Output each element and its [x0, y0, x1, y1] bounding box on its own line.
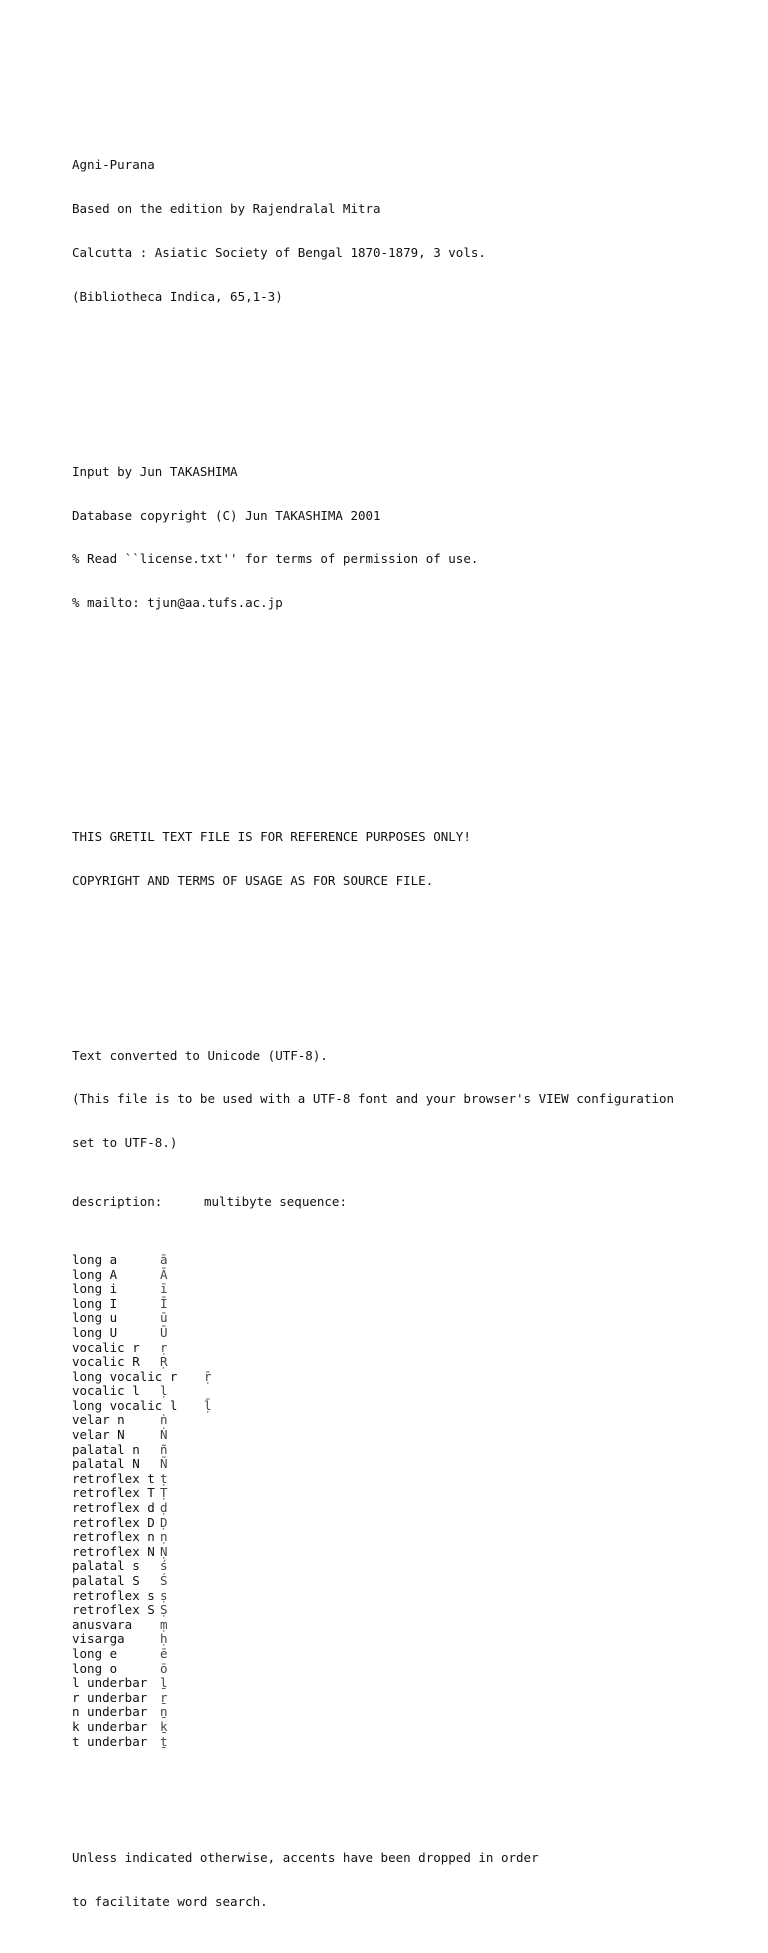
table-row — [72, 1618, 674, 1633]
char-description: l underbar — [72, 1675, 148, 1691]
char-description: long vocalic l — [72, 1397, 178, 1413]
char-description: long o — [72, 1660, 118, 1676]
spacer — [72, 961, 674, 976]
document-page — [72, 100, 674, 1953]
table-row — [72, 1268, 674, 1283]
char-glyph: ḥ — [160, 1631, 168, 1647]
char-description: retroflex n — [72, 1529, 155, 1545]
table-row — [72, 1341, 674, 1356]
char-glyph: ḻ — [160, 1675, 168, 1691]
table-row — [72, 1443, 674, 1458]
table-row — [72, 1501, 674, 1516]
edition-line: Based on the edition by Rajendralal Mitra — [72, 201, 381, 217]
document-title: Agni-Purana — [72, 157, 155, 173]
char-glyph: ś — [160, 1558, 168, 1574]
character-table — [72, 1253, 674, 1749]
table-row — [72, 1413, 674, 1428]
char-description: long U — [72, 1324, 118, 1340]
encoding-block — [72, 1019, 674, 1778]
table-row — [72, 1720, 674, 1735]
table-row — [72, 1603, 674, 1618]
char-glyph: ṇ — [160, 1529, 168, 1545]
char-description: t underbar — [72, 1733, 148, 1749]
footer-block — [72, 1822, 674, 1939]
input-credit: Input by Jun TAKASHIMA — [72, 463, 238, 479]
char-glyph: Ī — [160, 1295, 168, 1311]
table-row — [72, 1486, 674, 1501]
table-row — [72, 1632, 674, 1647]
char-glyph: ṣ — [160, 1587, 168, 1603]
char-description: retroflex d — [72, 1500, 155, 1516]
table-row — [72, 1574, 674, 1589]
table-row — [72, 1399, 674, 1414]
mailto-line: % mailto: tjun@aa.tufs.ac.jp — [72, 595, 283, 611]
table-row — [72, 1589, 674, 1604]
publisher-line: Calcutta : Asiatic Society of Bengal 1870-1879, 3 vols. — [72, 244, 486, 260]
encoding-line: set to UTF-8.) — [72, 1135, 178, 1151]
license-note: % Read ``license.txt'' for terms of permission of use. — [72, 551, 479, 567]
table-row — [72, 1530, 674, 1545]
char-glyph: ṛ — [160, 1339, 168, 1355]
char-glyph: ṟ — [160, 1689, 168, 1705]
char-glyph: ḍ — [160, 1500, 168, 1516]
char-description: long e — [72, 1645, 118, 1661]
char-description: k underbar — [72, 1718, 148, 1734]
char-description: palatal n — [72, 1441, 140, 1457]
char-glyph: ā — [160, 1251, 168, 1267]
char-description: palatal s — [72, 1558, 140, 1574]
char-description: long a — [72, 1251, 118, 1267]
spacer — [72, 684, 674, 757]
char-glyph: ḷ — [160, 1383, 168, 1399]
series-line: (Bibliotheca Indica, 65,1-3) — [72, 288, 283, 304]
table-row — [72, 1311, 674, 1326]
table-header — [72, 1195, 674, 1210]
char-description: retroflex S — [72, 1602, 155, 1618]
table-row — [72, 1326, 674, 1341]
char-description: velar N — [72, 1427, 125, 1443]
table-row — [72, 1559, 674, 1574]
char-glyph: ḹ — [204, 1397, 212, 1413]
table-row — [72, 1355, 674, 1370]
char-glyph: ṉ — [160, 1704, 168, 1720]
char-glyph: ṝ — [204, 1368, 212, 1384]
char-description: retroflex s — [72, 1587, 155, 1603]
reference-notice: THIS GRETIL TEXT FILE IS FOR REFERENCE PURPOSES ONLY! — [72, 828, 471, 844]
char-glyph: ṅ — [160, 1412, 168, 1428]
char-glyph: ḵ — [160, 1718, 168, 1734]
char-description: vocalic r — [72, 1339, 140, 1355]
encoding-line: (This file is to be used with a UTF-8 font and your browser's VIEW configuration — [72, 1091, 675, 1107]
table-row — [72, 1735, 674, 1750]
spacer — [72, 377, 674, 392]
credits-block — [72, 436, 674, 640]
description-header: description: — [72, 1193, 163, 1209]
table-row — [72, 1705, 674, 1720]
char-glyph: Ṅ — [160, 1427, 168, 1443]
char-glyph: ō — [160, 1660, 168, 1676]
char-description: long i — [72, 1281, 118, 1297]
char-glyph: ī — [160, 1281, 168, 1297]
table-row — [72, 1676, 674, 1691]
sequence-header: multibyte sequence: — [204, 1193, 347, 1209]
table-row — [72, 1282, 674, 1297]
char-glyph: ū — [160, 1310, 168, 1326]
table-row — [72, 1647, 674, 1662]
char-description: retroflex t — [72, 1470, 155, 1486]
char-description: anusvara — [72, 1616, 133, 1632]
char-description: n underbar — [72, 1704, 148, 1720]
copyright-notice: COPYRIGHT AND TERMS OF USAGE AS FOR SOURCE FILE. — [72, 872, 434, 888]
char-description: r underbar — [72, 1689, 148, 1705]
char-description: retroflex T — [72, 1485, 155, 1501]
char-glyph: Ū — [160, 1324, 168, 1340]
char-description: retroflex D — [72, 1514, 155, 1530]
table-row — [72, 1370, 674, 1385]
table-row — [72, 1516, 674, 1531]
footer-line: Unless indicated otherwise, accents have been dropped in order — [72, 1850, 539, 1866]
encoding-line: Text converted to Unicode (UTF-8). — [72, 1047, 328, 1063]
char-glyph: ṯ — [160, 1733, 168, 1749]
char-description: long I — [72, 1295, 118, 1311]
footer-line: to facilitate word search. — [72, 1894, 268, 1910]
notice-block — [72, 801, 674, 918]
char-description: long vocalic r — [72, 1368, 178, 1384]
table-row — [72, 1457, 674, 1472]
char-glyph: Ṛ — [160, 1354, 168, 1370]
char-description: palatal S — [72, 1573, 140, 1588]
char-description: velar n — [72, 1412, 125, 1428]
char-description: retroflex N — [72, 1543, 155, 1559]
char-glyph: ṃ — [160, 1616, 168, 1632]
char-glyph: ñ — [160, 1441, 168, 1457]
table-row — [72, 1472, 674, 1487]
header-block — [72, 129, 674, 333]
copyright-line: Database copyright (C) Jun TAKASHIMA 2001 — [72, 507, 381, 523]
char-description: long A — [72, 1266, 118, 1282]
char-glyph: Ñ — [160, 1456, 168, 1472]
char-glyph: ṭ — [160, 1470, 168, 1486]
char-description: vocalic R — [72, 1354, 140, 1370]
char-description: palatal N — [72, 1456, 140, 1472]
char-description: long u — [72, 1310, 118, 1326]
char-glyph: ē — [160, 1645, 168, 1661]
table-row — [72, 1691, 674, 1706]
char-glyph: Ṭ — [160, 1485, 168, 1501]
char-glyph: Ā — [160, 1266, 168, 1282]
table-row — [72, 1545, 674, 1560]
table-row — [72, 1428, 674, 1443]
table-row — [72, 1662, 674, 1677]
char-glyph: Ṇ — [160, 1543, 168, 1559]
char-description: visarga — [72, 1631, 125, 1647]
char-glyph: Ṣ — [160, 1602, 168, 1618]
table-row — [72, 1384, 674, 1399]
char-description: vocalic l — [72, 1383, 140, 1399]
table-row — [72, 1297, 674, 1312]
char-glyph: Ś — [160, 1573, 168, 1588]
char-glyph: Ḍ — [160, 1514, 168, 1530]
table-row — [72, 1253, 674, 1268]
